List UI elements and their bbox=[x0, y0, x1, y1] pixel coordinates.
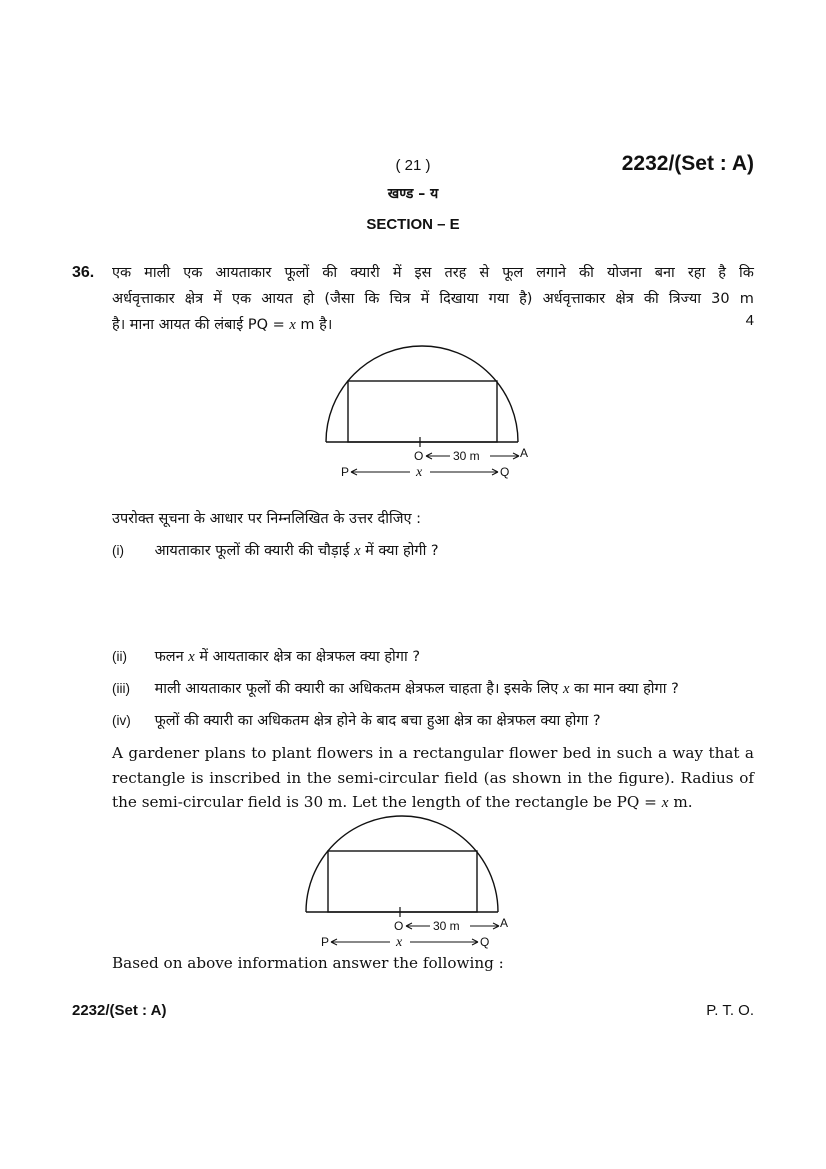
part-text-end: में क्या होगी ? bbox=[365, 543, 439, 559]
hindi-word: अर्धवृत्ताकार bbox=[112, 291, 175, 307]
english-instruction: Based on above information answer the following : bbox=[112, 954, 504, 972]
hindi-word: दिखाया bbox=[439, 291, 479, 307]
section-title-hindi: खण्ड – य bbox=[387, 186, 439, 202]
hindi-word: रहा bbox=[687, 265, 706, 281]
label-o: O bbox=[414, 449, 424, 463]
english-text: A gardener plans to plant flowers in a rectangular flower bed in such a way that a rectangle is inscribed in the semi-circular field (as shown in the figure). Radius of the semi-circular field is 30 m. Let the length of the rectangle be PQ = bbox=[112, 744, 754, 811]
hindi-word: m bbox=[739, 291, 754, 307]
hindi-word: फूलों bbox=[284, 265, 310, 281]
hindi-word: माली bbox=[144, 265, 171, 281]
hindi-word: की bbox=[579, 265, 594, 281]
hindi-word: कि bbox=[738, 265, 754, 281]
hindi-word: हो bbox=[302, 291, 315, 307]
variable-x: x bbox=[661, 794, 669, 811]
part-text: फलन bbox=[154, 649, 184, 665]
hindi-word: गया bbox=[488, 291, 510, 307]
variable-x: x bbox=[562, 681, 570, 697]
part-iv bbox=[112, 710, 754, 730]
paper-code-footer: 2232/(Set : A) bbox=[72, 1002, 167, 1019]
hindi-line-3 bbox=[112, 312, 754, 338]
hindi-word: में bbox=[420, 291, 430, 307]
part-ii bbox=[112, 646, 754, 666]
hindi-word: अर्धवृत्ताकार bbox=[542, 291, 606, 307]
hindi-word: क्षेत्र bbox=[615, 291, 634, 307]
hindi-word: एक bbox=[183, 265, 203, 281]
hindi-statement bbox=[112, 260, 754, 338]
hindi-word: बना bbox=[654, 265, 675, 281]
label-x: x bbox=[416, 465, 423, 480]
paper-code-header: 2232/(Set : A) bbox=[621, 152, 754, 175]
hindi-line-3-text: है। माना आयत की लंबाई PQ = bbox=[112, 317, 285, 333]
part-text: आयताकार फूलों की क्यारी की चौड़ाई bbox=[154, 543, 350, 559]
part-text: फूलों की क्यारी का अधिकतम क्षेत्र होने के बाद बचा हुआ क्षेत्र का क्षेत्रफल क्या होगा ? bbox=[154, 713, 601, 729]
hindi-instruction: उपरोक्त सूचना के आधार पर निम्नलिखित के उत्तर दीजिए : bbox=[112, 511, 422, 527]
hindi-word: में bbox=[213, 291, 222, 307]
hindi-word: (जैसा bbox=[324, 291, 355, 307]
hindi-word: है bbox=[718, 265, 726, 281]
hindi-word: इस bbox=[414, 265, 432, 281]
label-o: O bbox=[394, 919, 404, 933]
label-a: A bbox=[520, 446, 529, 460]
inscribed-rectangle bbox=[328, 851, 477, 912]
inscribed-rectangle bbox=[348, 381, 497, 442]
part-number: (i) bbox=[112, 543, 124, 558]
hindi-word: फूल bbox=[502, 265, 524, 281]
part-text-end: में आयताकार क्षेत्र का क्षेत्रफल क्या होगा ? bbox=[199, 649, 421, 665]
label-p: P bbox=[341, 465, 350, 479]
part-i bbox=[112, 540, 754, 560]
variable-x: x bbox=[188, 649, 195, 665]
hindi-word: क्षेत्र bbox=[184, 291, 204, 307]
page-number: ( 21 ) bbox=[395, 157, 431, 174]
english-statement bbox=[112, 741, 754, 816]
label-p: P bbox=[321, 935, 330, 949]
semicircle-arc bbox=[306, 816, 498, 912]
hindi-word: से bbox=[479, 265, 490, 281]
hindi-word: आयत bbox=[261, 291, 293, 307]
label-radius: 30 m bbox=[453, 449, 480, 463]
semicircle-figure-english bbox=[280, 808, 530, 954]
hindi-word: 30 bbox=[711, 291, 730, 307]
hindi-word: की bbox=[322, 265, 338, 281]
label-q: Q bbox=[500, 465, 510, 479]
hindi-word: तरह bbox=[444, 265, 467, 281]
english-text-end: m. bbox=[673, 793, 693, 811]
label-q: Q bbox=[480, 935, 490, 949]
question-number: 36. bbox=[72, 264, 95, 281]
section-title-english: SECTION – E bbox=[366, 216, 460, 233]
part-text: माली आयताकार फूलों की क्यारी का अधिकतम क्षेत्रफल चाहता है। इसके लिए bbox=[154, 681, 559, 697]
hindi-word: आयताकार bbox=[215, 265, 272, 281]
part-iii bbox=[112, 678, 754, 698]
hindi-word: त्रिज्या bbox=[668, 291, 702, 307]
hindi-word: में bbox=[392, 265, 402, 281]
hindi-word: चित्र bbox=[389, 291, 411, 307]
label-x: x bbox=[396, 935, 403, 950]
hindi-line-1 bbox=[112, 260, 754, 286]
hindi-word: है) bbox=[519, 291, 533, 307]
hindi-word: एक bbox=[232, 291, 252, 307]
variable-x: x bbox=[289, 317, 296, 333]
part-text-end: का मान क्या होगा ? bbox=[573, 681, 679, 697]
hindi-word: योजना bbox=[606, 265, 642, 281]
hindi-word: की bbox=[643, 291, 659, 307]
hindi-word: कि bbox=[364, 291, 380, 307]
hindi-line-2 bbox=[112, 286, 754, 312]
hindi-line-3-end: m है। bbox=[300, 317, 333, 333]
part-number: (iii) bbox=[112, 681, 130, 696]
label-radius: 30 m bbox=[433, 919, 460, 933]
semicircle-figure-hindi bbox=[300, 338, 550, 484]
please-turn-over: P. T. O. bbox=[706, 1002, 754, 1019]
part-number: (ii) bbox=[112, 649, 127, 664]
question-marks: 4 bbox=[745, 312, 754, 329]
part-number: (iv) bbox=[112, 713, 131, 728]
hindi-word: एक bbox=[112, 265, 132, 281]
semicircle-arc bbox=[326, 346, 518, 442]
variable-x: x bbox=[354, 543, 361, 559]
hindi-word: क्यारी bbox=[350, 265, 380, 281]
label-a: A bbox=[500, 916, 509, 930]
hindi-word: लगाने bbox=[536, 265, 567, 281]
